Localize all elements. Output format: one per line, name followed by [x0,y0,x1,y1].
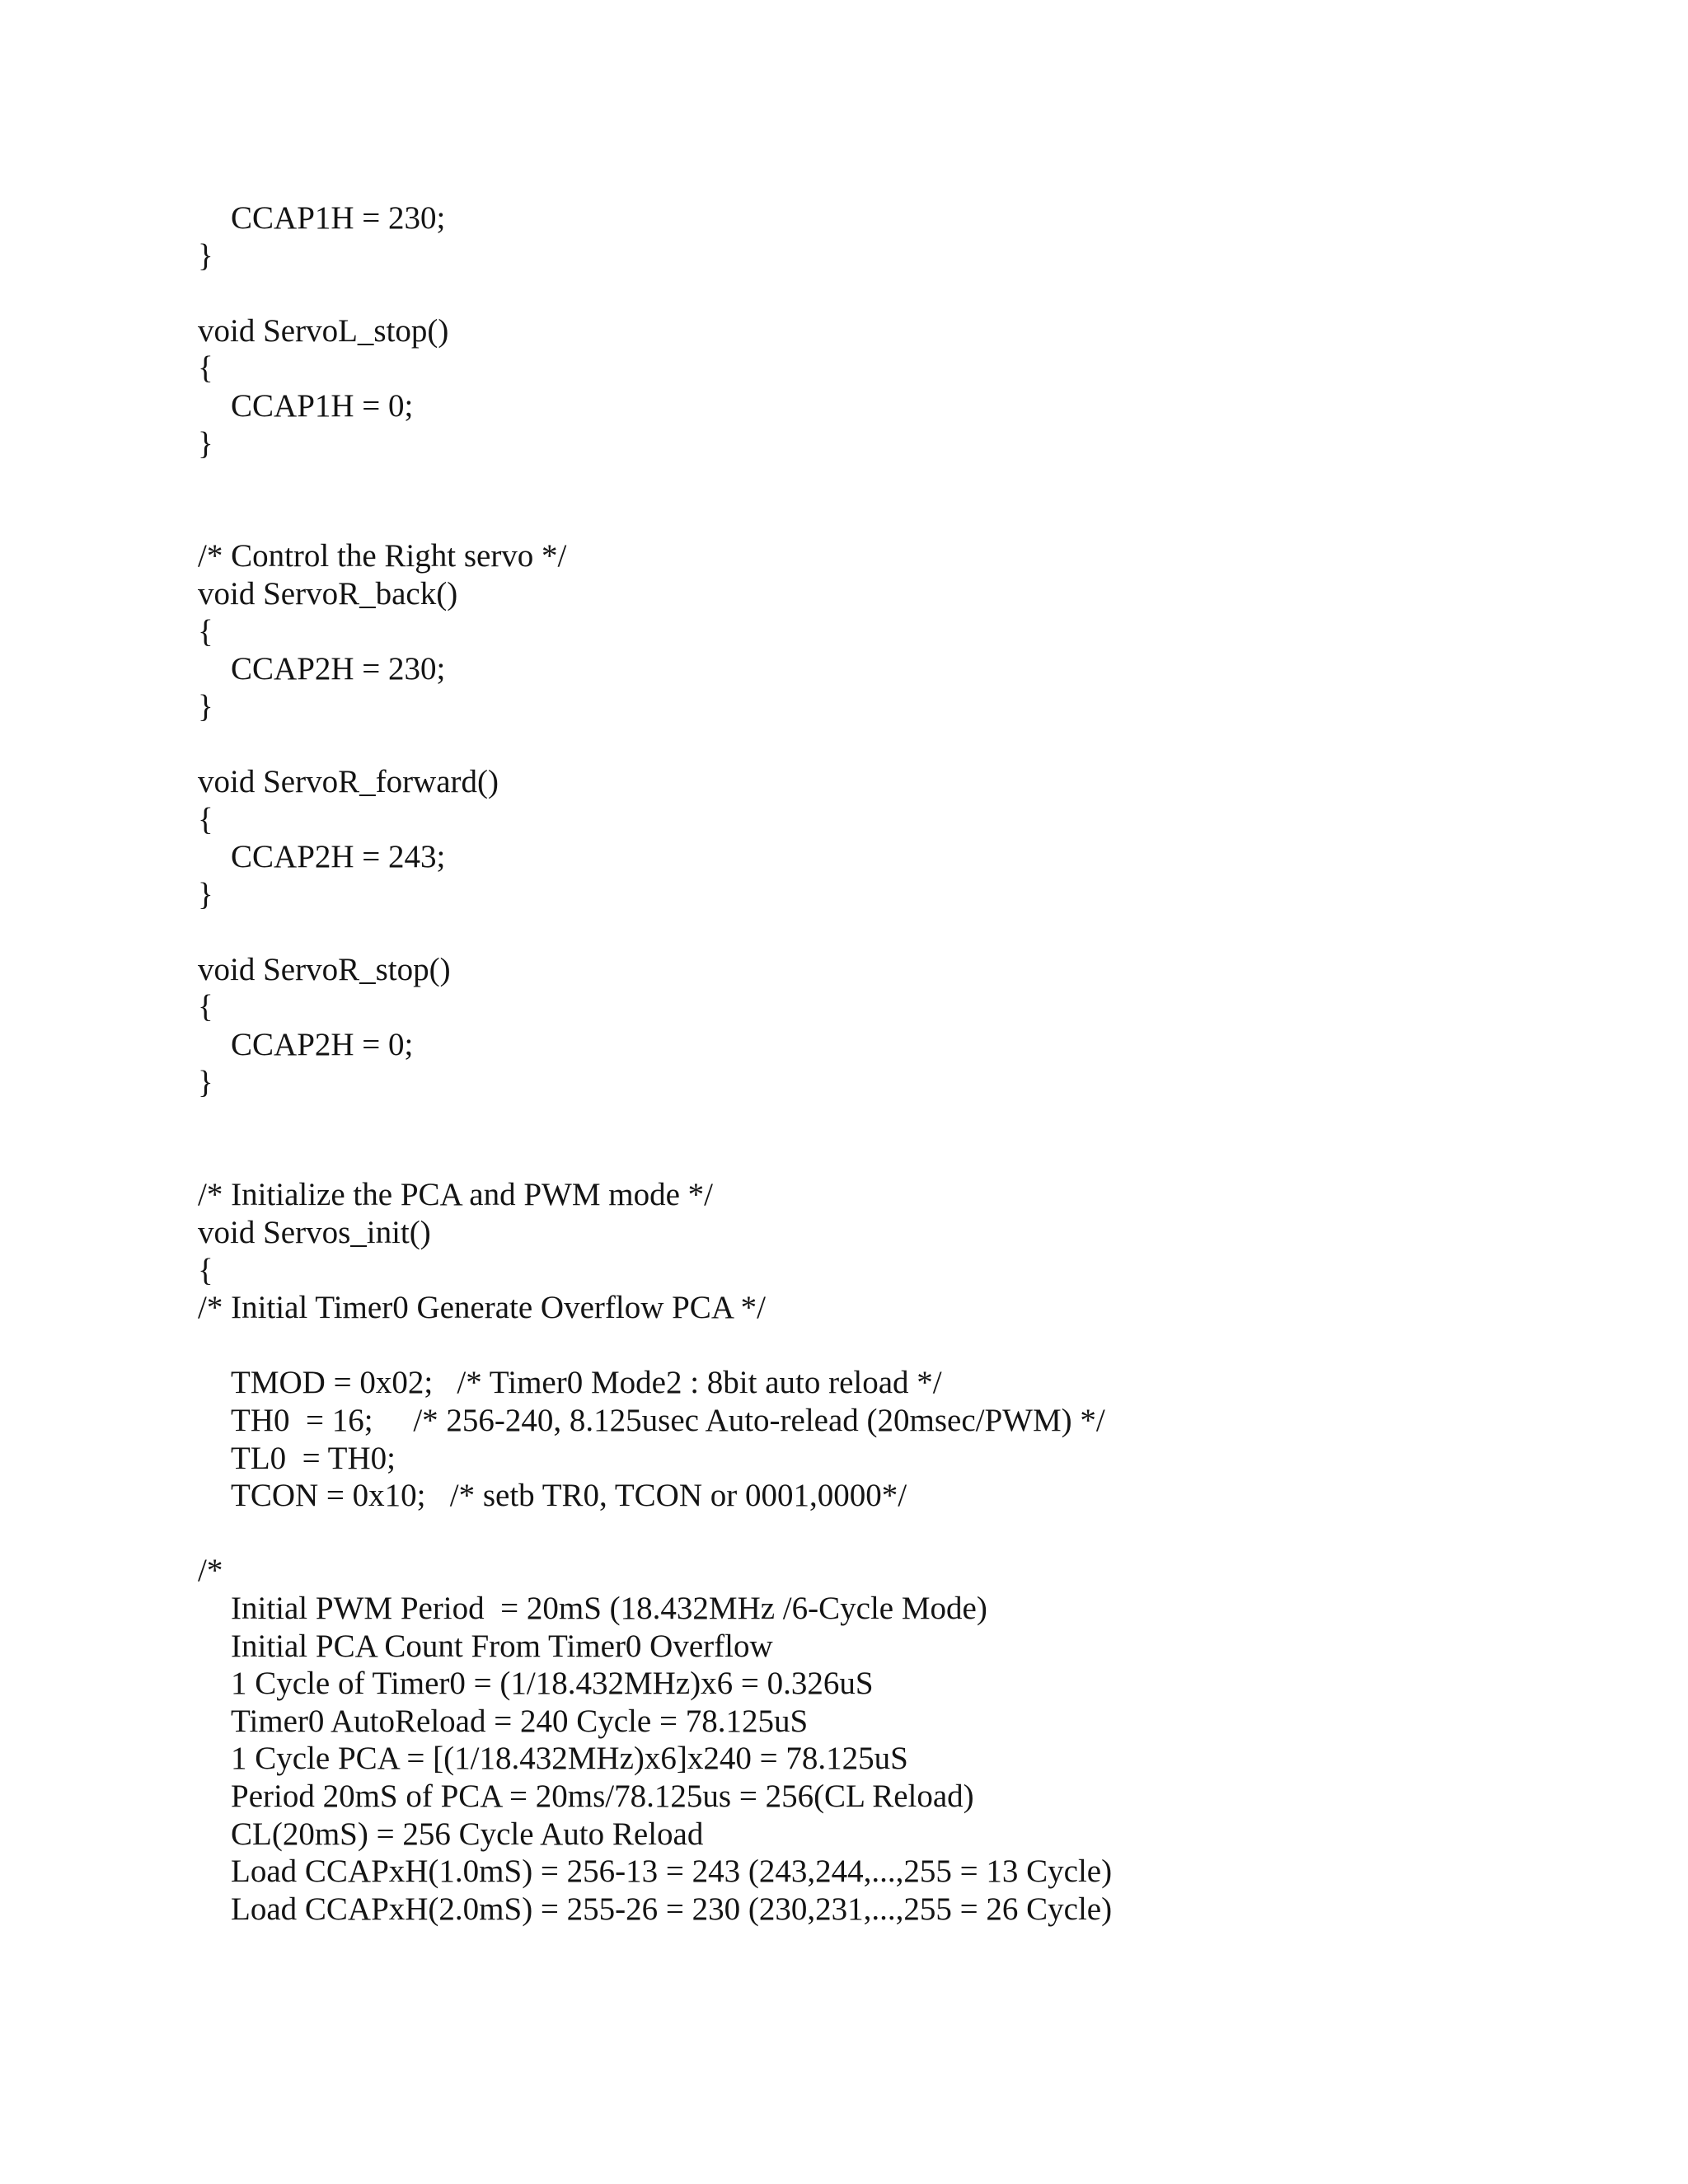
code-line: CCAP2H = 243; [231,839,446,875]
code-line: Initial PCA Count From Timer0 Overflow [231,1628,773,1664]
code-line: Period 20mS of PCA = 20ms/78.125us = 256(CL Reload) [231,1778,974,1814]
code-line: TCON = 0x10; /* setb TR0, TCON or 0001,0000*/ [231,1478,907,1514]
code-line: { [198,801,213,837]
blank-line [198,1515,1648,1553]
code-line: void Servos_init() [198,1215,431,1251]
code-line: { [198,1252,213,1288]
code-line: CCAP1H = 230; [231,200,446,236]
code-line: TL0 = TH0; [231,1440,396,1476]
blank-line [198,274,1648,312]
code-line: TMOD = 0x02; /* Timer0 Mode2 : 8bit auto reload */ [231,1365,942,1401]
code-line: /* [198,1553,223,1589]
blank-line [198,1327,1648,1365]
code-line: void ServoR_forward() [198,763,499,799]
code-line: void ServoL_stop() [198,312,449,349]
code-line: CCAP2H = 0; [231,1027,414,1063]
code-line: void ServoR_back() [198,575,458,612]
code-line: 1 Cycle of Timer0 = (1/18.432MHz)x6 = 0.326uS [231,1666,874,1702]
code-line: CCAP1H = 0; [231,387,414,424]
code-line: Load CCAPxH(2.0mS) = 255-26 = 230 (230,231,...,255 = 26 Cycle) [231,1891,1113,1927]
code-line: /* Initialize the PCA and PWM mode */ [198,1177,714,1213]
code-line: CCAP2H = 230; [231,651,446,687]
code-line: } [198,1064,213,1100]
code-line: } [198,688,213,724]
blank-line [198,725,1648,763]
code-line: } [198,876,213,912]
code-line: /* Initial Timer0 Generate Overflow PCA */ [198,1290,766,1326]
code-line: Timer0 AutoReload = 240 Cycle = 78.125uS [231,1703,809,1739]
code-line: Initial PWM Period = 20mS (18.432MHz /6-Cycle Mode) [231,1590,987,1626]
blank-line [198,500,1648,538]
code-line: { [198,350,213,387]
code-line: { [198,989,213,1025]
code-line: CL(20mS) = 256 Cycle Auto Reload [231,1816,704,1852]
blank-line [198,913,1648,951]
code-line: void ServoR_stop() [198,951,451,987]
code-line: } [198,425,213,462]
code-listing [198,199,1648,1928]
blank-line [198,1101,1648,1139]
blank-line [198,462,1648,500]
code-line: } [198,237,213,274]
code-line: /* Control the Right servo */ [198,538,567,574]
code-line: 1 Cycle PCA = [(1/18.432MHz)x6]x240 = 78.125uS [231,1741,908,1777]
blank-line [198,1139,1648,1177]
code-line: Load CCAPxH(1.0mS) = 256-13 = 243 (243,244,...,255 = 13 Cycle) [231,1854,1113,1890]
code-line: { [198,613,213,649]
code-line: TH0 = 16; /* 256-240, 8.125usec Auto-relead (20msec/PWM) */ [231,1403,1105,1438]
